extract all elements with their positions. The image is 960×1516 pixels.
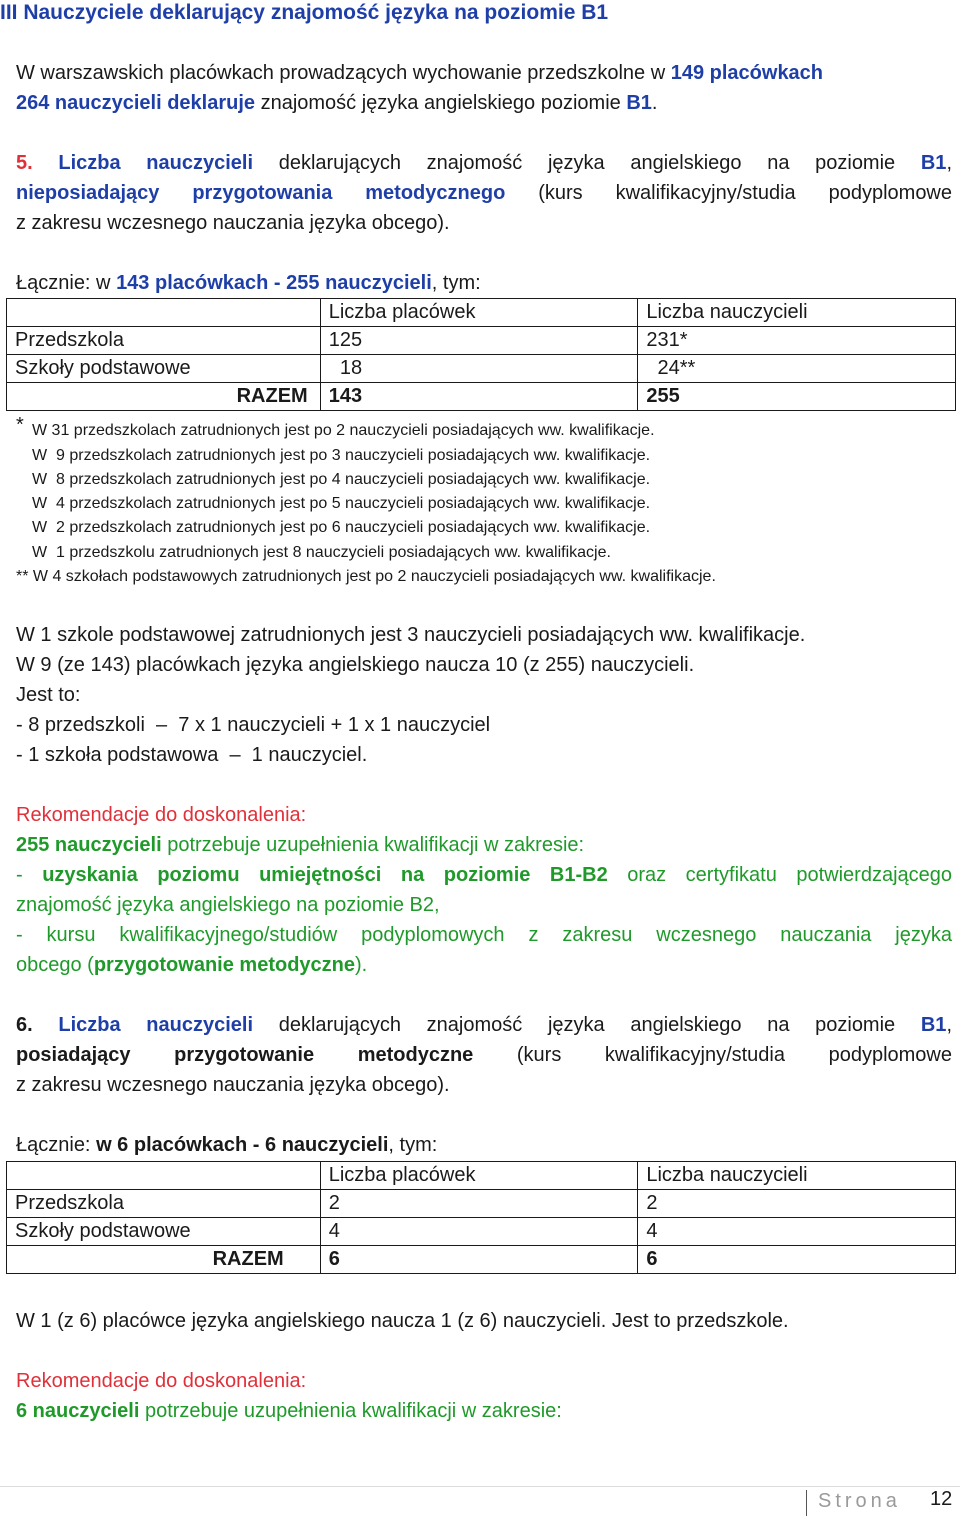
s6-heading-line-1 — [16, 1010, 952, 1040]
s6-condition: posiadający przygotowanie metodyczne — [16, 1044, 474, 1066]
table-sum-cell: 143 — [320, 383, 638, 411]
intro-count-teachers: 264 nauczycieli deklaruje — [16, 92, 256, 114]
table-cell — [7, 299, 321, 327]
table-row — [7, 327, 956, 355]
s6-level: B1 — [920, 1014, 947, 1036]
table-sum-cell: 6 — [638, 1246, 956, 1274]
table-cell: Przedszkola — [7, 1190, 321, 1218]
intro-text: znajomość języka angielskiego poziomie — [255, 92, 627, 114]
s5-rec-text: oraz certyfikatu potwierdzającego — [607, 864, 953, 886]
s6-rec-text: potrzebuje uzupełnienia kwalifikacji w zakresie: — [139, 1400, 562, 1422]
table-cell: 4 — [320, 1218, 638, 1246]
s6-heading-line-2 — [16, 1040, 952, 1070]
table-sum-cell: 6 — [320, 1246, 638, 1274]
s5-rec-strong: przygotowanie metodyczne — [93, 954, 355, 976]
intro-line-1 — [16, 58, 823, 88]
footnote: W 1 przedszkolu zatrudnionych jest 8 nauczycieli posiadających ww. kwalifikacje. — [32, 544, 611, 561]
s6-recommendations-lead — [16, 1396, 562, 1426]
page-title: III Nauczyciele deklarujący znajomość języka na poziomie B1 — [0, 1, 609, 24]
s5-table — [6, 298, 956, 411]
intro-text: W warszawskich placówkach prowadzących wychowanie przedszkolne w — [16, 62, 671, 84]
s5-recommendations-lead — [16, 830, 584, 860]
footnote: W 4 przedszkolach zatrudnionych jest po 5 nauczycieli posiadających ww. kwalifikacje. — [32, 495, 651, 512]
table-cell — [7, 1162, 321, 1190]
s6-text: deklarujących znajomość języka angielskiego na poziomie — [253, 1014, 921, 1036]
s5-total-value: 143 placówkach - 255 nauczycieli — [116, 272, 432, 294]
s5-heading-line-1 — [16, 148, 952, 178]
s6-rec-count: 6 nauczycieli — [16, 1400, 140, 1422]
footnote: W 8 przedszkolach zatrudnionych jest po 4 nauczycieli posiadających ww. kwalifikacje. — [32, 471, 651, 488]
s5-paragraph: Jest to: — [16, 684, 81, 706]
s6-total-label: Łącznie: — [16, 1134, 97, 1156]
s6-heading-line-3: z zakresu wczesnego nauczania języka obcego). — [16, 1074, 450, 1096]
s6-recommendations-title: Rekomendacje do doskonalenia: — [16, 1370, 307, 1392]
s5-heading-line-3: z zakresu wczesnego nauczania języka obcego). — [16, 212, 450, 234]
s6-text: (kurs kwalifikacyjny/studia podyplomowe — [473, 1044, 952, 1066]
footer-separator — [806, 1490, 807, 1516]
s6-total — [16, 1130, 437, 1160]
s5-rec-text: obcego ( — [16, 954, 94, 976]
s5-rec-item-1-cont: znajomość języka angielskiego na poziomie B2, — [16, 894, 440, 916]
footer-divider — [0, 1486, 960, 1487]
table-header-row — [7, 299, 956, 327]
s5-list-item: - 8 przedszkoli – 7 x 1 nauczycieli + 1 x 1 nauczyciel — [16, 714, 491, 736]
s5-level: B1 — [920, 152, 947, 174]
table-sum-label: RAZEM — [7, 1246, 321, 1274]
s5-total — [16, 268, 481, 298]
footer-page-label: Strona — [818, 1490, 901, 1512]
table-cell: 125 — [320, 327, 638, 355]
s6-subject: Liczba nauczycieli — [58, 1014, 254, 1036]
s5-paragraph: W 9 (ze 143) placówkach języka angielskiego naucza 10 (z 255) nauczycieli. — [16, 654, 695, 676]
intro-count-places: 149 placówkach — [670, 62, 824, 84]
footnote: ** W 4 szkołach podstawowych zatrudnionych jest po 2 nauczycieli posiadających ww. kwalifikacje. — [16, 568, 716, 585]
s5-total-label: Łącznie: w — [16, 272, 117, 294]
s6-number: 6. — [16, 1014, 33, 1036]
table-cell: 24** — [638, 355, 956, 383]
table-sum-row — [7, 1246, 956, 1274]
table-header: Liczba placówek — [320, 299, 638, 327]
table-row — [7, 1218, 956, 1246]
table-sum-cell: 255 — [638, 383, 956, 411]
footnote: W 9 przedszkolach zatrudnionych jest po 3 nauczycieli posiadających ww. kwalifikacje. — [32, 447, 651, 464]
table-header: Liczba placówek — [320, 1162, 638, 1190]
footer-page-number: 12 — [930, 1488, 953, 1510]
s5-rec-item-2-cont — [16, 950, 367, 980]
s5-paragraph: W 1 szkole podstawowej zatrudnionych jest 3 nauczycieli posiadających ww. kwalifikacje. — [16, 624, 806, 646]
intro-line-2 — [16, 88, 657, 118]
footnote-star: * — [16, 414, 24, 436]
table-header-row — [7, 1162, 956, 1190]
s6-paragraph: W 1 (z 6) placówce języka angielskiego naucza 1 (z 6) nauczycieli. Jest to przedszkole. — [16, 1310, 789, 1332]
s5-rec-strong: uzyskania poziomu umiejętności na poziomie B1-B2 — [42, 864, 608, 886]
table-sum-label: RAZEM — [7, 383, 321, 411]
table-cell: 2 — [638, 1190, 956, 1218]
table-row — [7, 355, 956, 383]
intro-text: . — [651, 92, 658, 114]
s5-recommendations-title: Rekomendacje do doskonalenia: — [16, 804, 307, 826]
s5-number: 5. — [16, 152, 33, 174]
s5-subject: Liczba nauczycieli — [58, 152, 254, 174]
s5-rec-item-2: - kursu kwalifikacyjnego/studiów podyplomowych z zakresu wczesnego nauczania języka — [16, 924, 952, 946]
table-header: Liczba nauczycieli — [638, 1162, 956, 1190]
s5-list-item: - 1 szkoła podstawowa – 1 nauczyciel. — [16, 744, 368, 766]
s5-text: deklarujących znajomość języka angielskiego na poziomie — [253, 152, 921, 174]
s5-total-suffix: , tym: — [431, 272, 481, 294]
s6-text: , — [946, 1014, 952, 1036]
footnote: W 2 przedszkolach zatrudnionych jest po 6 nauczycieli posiadających ww. kwalifikacje. — [32, 519, 651, 536]
table-cell: 231* — [638, 327, 956, 355]
s5-text: , — [946, 152, 952, 174]
table-header: Liczba nauczycieli — [638, 299, 956, 327]
footnote: W 31 przedszkolach zatrudnionych jest po 2 nauczycieli posiadających ww. kwalifikacje. — [32, 422, 655, 439]
s5-rec-text: potrzebuje uzupełnienia kwalifikacji w zakresie: — [161, 834, 585, 856]
s5-rec-text: - — [16, 864, 43, 886]
s6-table — [6, 1161, 956, 1274]
table-cell: Szkoły podstawowe — [7, 1218, 321, 1246]
s6-total-suffix: , tym: — [388, 1134, 438, 1156]
s5-text: (kurs kwalifikacyjny/studia podyplomowe — [505, 182, 953, 204]
s5-rec-text: ). — [355, 954, 368, 976]
table-row — [7, 1190, 956, 1218]
table-cell: Szkoły podstawowe — [7, 355, 321, 383]
s5-rec-item-1 — [16, 860, 952, 890]
s6-total-value: w 6 placówkach - 6 nauczycieli — [96, 1134, 389, 1156]
intro-level: B1 — [626, 92, 652, 114]
s5-heading-line-2 — [16, 178, 952, 208]
s5-condition: nieposiadający przygotowania metodycznego — [16, 182, 506, 204]
table-cell: 2 — [320, 1190, 638, 1218]
table-cell: Przedszkola — [7, 327, 321, 355]
table-cell: 4 — [638, 1218, 956, 1246]
s5-rec-count: 255 nauczycieli — [16, 834, 162, 856]
table-sum-row — [7, 383, 956, 411]
table-cell: 18 — [320, 355, 638, 383]
